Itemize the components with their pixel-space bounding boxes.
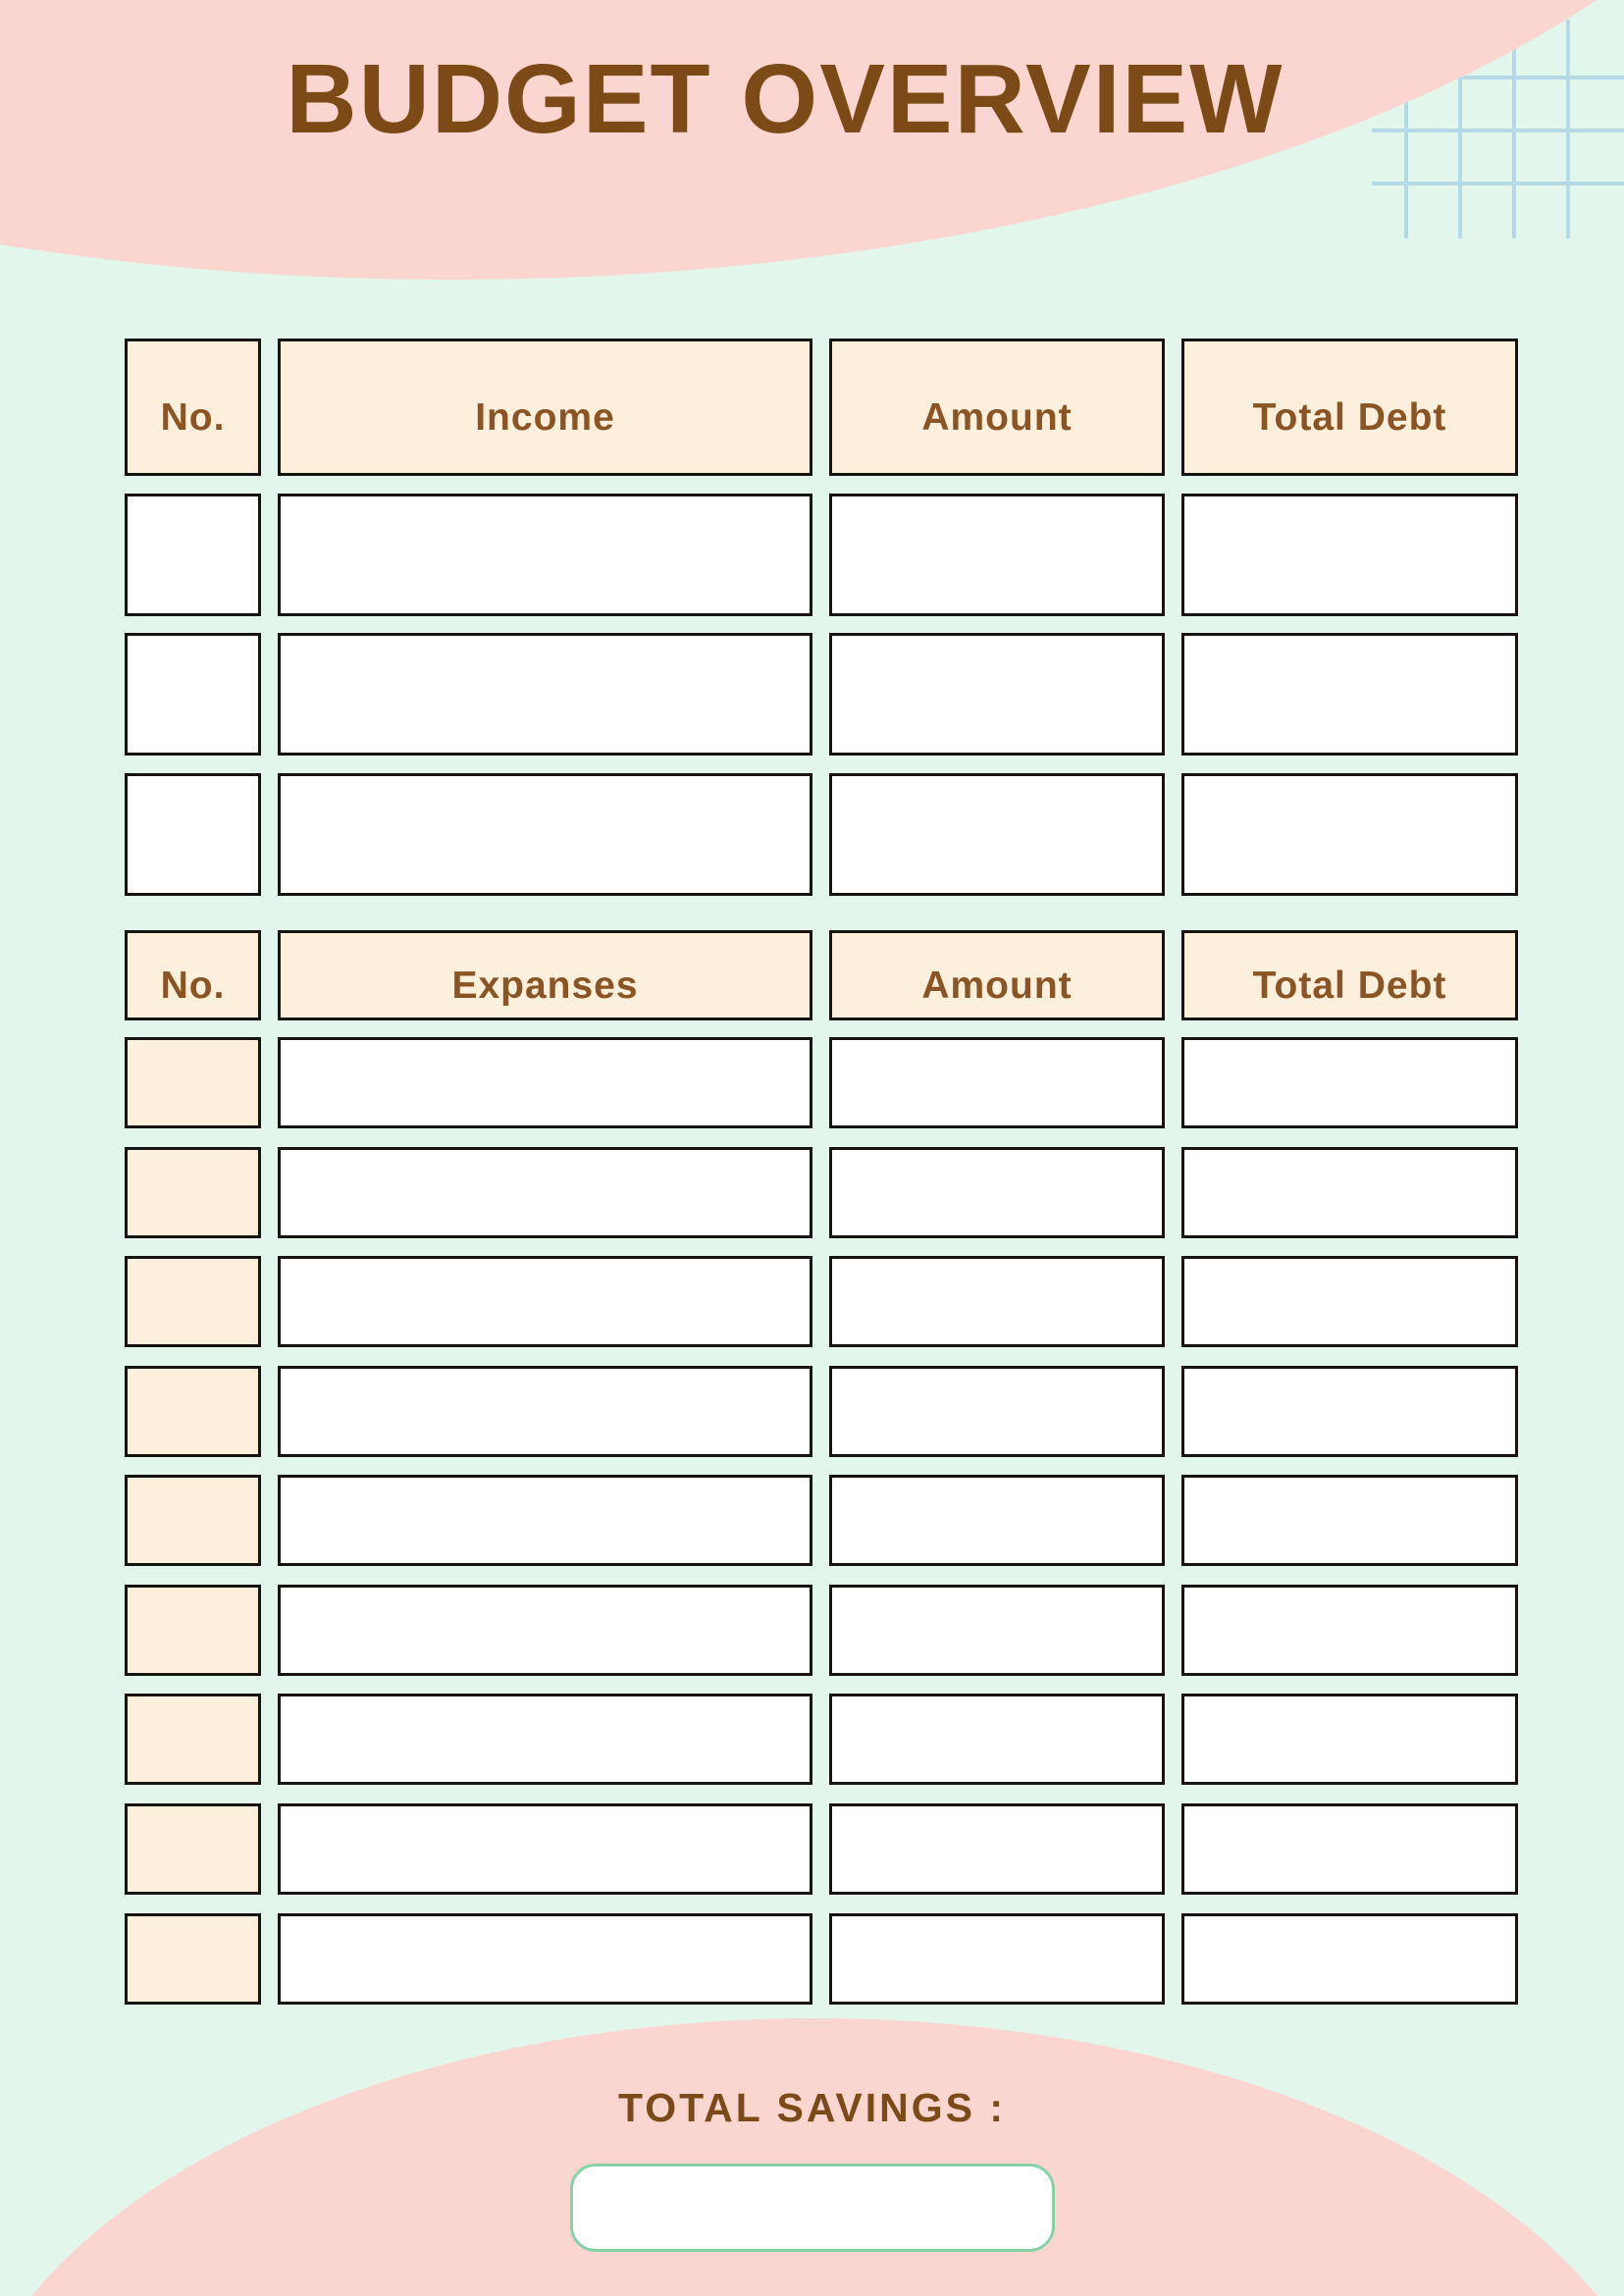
expense-header-no: No. bbox=[125, 930, 261, 1020]
expense-table-row bbox=[0, 1694, 1624, 1785]
income-cell-total-debt[interactable] bbox=[1181, 494, 1518, 616]
expense-header-total-debt: Total Debt bbox=[1181, 930, 1518, 1020]
expense-cell-total-debt[interactable] bbox=[1181, 1256, 1518, 1347]
income-header-no: No. bbox=[125, 339, 261, 476]
total-savings-input[interactable] bbox=[570, 2164, 1055, 2252]
expense-cell-no[interactable] bbox=[125, 1803, 261, 1895]
income-table-row bbox=[0, 773, 1624, 896]
expense-table-row bbox=[0, 1147, 1624, 1238]
expense-table-row bbox=[0, 1803, 1624, 1895]
income-table-row bbox=[0, 633, 1624, 756]
expense-cell-expense[interactable] bbox=[278, 1147, 812, 1238]
expense-cell-total-debt[interactable] bbox=[1181, 1803, 1518, 1895]
income-cell-amount[interactable] bbox=[829, 494, 1165, 616]
income-cell-no[interactable] bbox=[125, 773, 261, 896]
expense-cell-total-debt[interactable] bbox=[1181, 1366, 1518, 1457]
expense-table-row bbox=[0, 1913, 1624, 2005]
expense-cell-amount[interactable] bbox=[829, 1475, 1165, 1566]
bottom-pink-blob bbox=[0, 2018, 1624, 2296]
expense-cell-amount[interactable] bbox=[829, 1037, 1165, 1128]
income-cell-amount[interactable] bbox=[829, 633, 1165, 756]
expense-cell-expense[interactable] bbox=[278, 1037, 812, 1128]
expense-cell-expense[interactable] bbox=[278, 1585, 812, 1676]
income-cell-income[interactable] bbox=[278, 494, 812, 616]
expense-cell-amount[interactable] bbox=[829, 1256, 1165, 1347]
expense-header-amount: Amount bbox=[829, 930, 1165, 1020]
expense-cell-expense[interactable] bbox=[278, 1366, 812, 1457]
expense-cell-no[interactable] bbox=[125, 1366, 261, 1457]
expense-cell-no[interactable] bbox=[125, 1037, 261, 1128]
expense-table-row bbox=[0, 1256, 1624, 1347]
expense-header-expanses: Expanses bbox=[278, 930, 812, 1020]
expense-cell-no[interactable] bbox=[125, 1585, 261, 1676]
expense-cell-expense[interactable] bbox=[278, 1256, 812, 1347]
expense-table-row bbox=[0, 1585, 1624, 1676]
income-cell-income[interactable] bbox=[278, 773, 812, 896]
page-title: BUDGET OVERVIEW bbox=[286, 44, 1284, 154]
expense-table-row bbox=[0, 1366, 1624, 1457]
expense-cell-no[interactable] bbox=[125, 1256, 261, 1347]
expense-table-row bbox=[0, 1037, 1624, 1128]
income-table-row bbox=[0, 494, 1624, 616]
expense-cell-amount[interactable] bbox=[829, 1803, 1165, 1895]
expense-cell-total-debt[interactable] bbox=[1181, 1147, 1518, 1238]
income-cell-no[interactable] bbox=[125, 494, 261, 616]
expense-cell-total-debt[interactable] bbox=[1181, 1694, 1518, 1785]
expense-cell-amount[interactable] bbox=[829, 1694, 1165, 1785]
income-cell-income[interactable] bbox=[278, 633, 812, 756]
expense-cell-no[interactable] bbox=[125, 1475, 261, 1566]
expense-table-row bbox=[0, 1475, 1624, 1566]
income-header-income: Income bbox=[278, 339, 812, 476]
expense-cell-total-debt[interactable] bbox=[1181, 1585, 1518, 1676]
income-cell-total-debt[interactable] bbox=[1181, 633, 1518, 756]
expense-cell-expense[interactable] bbox=[278, 1475, 812, 1566]
expense-cell-expense[interactable] bbox=[278, 1913, 812, 2005]
expense-cell-total-debt[interactable] bbox=[1181, 1475, 1518, 1566]
expense-cell-amount[interactable] bbox=[829, 1913, 1165, 2005]
expense-cell-expense[interactable] bbox=[278, 1803, 812, 1895]
expense-cell-expense[interactable] bbox=[278, 1694, 812, 1785]
total-savings-label: TOTAL SAVINGS : bbox=[617, 2085, 1007, 2130]
expense-cell-no[interactable] bbox=[125, 1913, 261, 2005]
expense-cell-amount[interactable] bbox=[829, 1147, 1165, 1238]
expense-cell-total-debt[interactable] bbox=[1181, 1037, 1518, 1128]
expense-table-header-row bbox=[0, 930, 1624, 1020]
income-table-header-row bbox=[0, 339, 1624, 476]
expense-cell-no[interactable] bbox=[125, 1694, 261, 1785]
expense-cell-total-debt[interactable] bbox=[1181, 1913, 1518, 2005]
income-cell-no[interactable] bbox=[125, 633, 261, 756]
expense-cell-amount[interactable] bbox=[829, 1585, 1165, 1676]
income-cell-total-debt[interactable] bbox=[1181, 773, 1518, 896]
expense-cell-no[interactable] bbox=[125, 1147, 261, 1238]
income-cell-amount[interactable] bbox=[829, 773, 1165, 896]
income-header-total-debt: Total Debt bbox=[1181, 339, 1518, 476]
income-header-amount: Amount bbox=[829, 339, 1165, 476]
expense-cell-amount[interactable] bbox=[829, 1366, 1165, 1457]
